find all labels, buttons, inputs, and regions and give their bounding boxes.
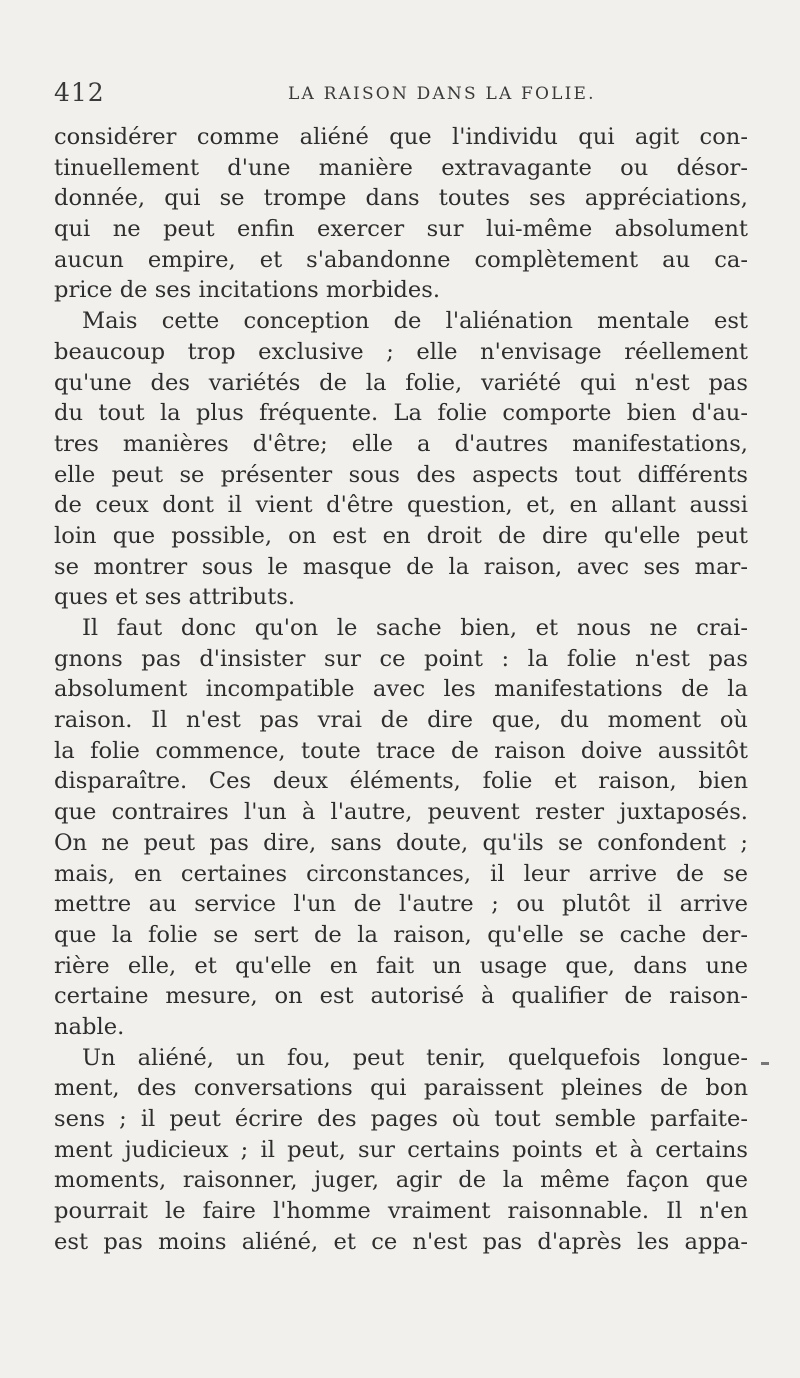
text-line: que contraires l'un à l'autre, peuvent rester juxtaposés. — [54, 799, 748, 826]
text-line: de ceux dont il vient d'être question, et, en allant aussi — [54, 492, 748, 519]
text-line: sens ; il peut écrire des pages où tout semble parfaite- — [54, 1106, 748, 1132]
text-line: qui ne peut enfin exercer sur lui-même absolument — [54, 216, 748, 243]
page-header — [54, 78, 754, 114]
text-line: tinuellement d'une manière extravagante ou désor- — [54, 154, 748, 181]
text-line: ment judicieux ; il peut, sur certains points et à certains — [54, 1136, 748, 1163]
text-line: du tout la plus fréquente. La folie comporte bien d'au- — [54, 400, 748, 427]
text-line: Un aliéné, un fou, peut tenir, quelquefois longue- — [82, 1044, 748, 1071]
text-line: considérer comme aliéné que l'individu qui agit con- — [54, 124, 748, 150]
text-line: donnée, qui se trompe dans toutes ses appréciations, — [54, 185, 748, 212]
text-line: Mais cette conception de l'aliénation mentale est — [82, 308, 748, 335]
text-line: qu'une des variétés de la folie, variété qui n'est pas — [54, 369, 748, 396]
text-line: price de ses incitations morbides. — [54, 277, 441, 304]
text-line: mettre au service l'un de l'autre ; ou plutôt il arrive — [54, 891, 748, 918]
text-line: mais, en certaines circonstances, il leur arrive de se — [54, 860, 748, 887]
text-line: tres manières d'être; elle a d'autres manifestations, — [54, 430, 748, 457]
text-line: On ne peut pas dire, sans doute, qu'ils se confondent ; — [54, 829, 748, 856]
text-line: Il faut donc qu'on le sache bien, et nous ne crai- — [82, 615, 748, 641]
text-line: aucun empire, et s'abandonne complètement au ca- — [54, 246, 748, 273]
text-line: certaine mesure, on est autorisé à qualifier de raison- — [54, 983, 748, 1010]
page-number: 412 — [54, 78, 105, 107]
running-title: LA RAISON DANS LA FOLIE. — [288, 84, 596, 104]
text-line: se montrer sous le masque de la raison, avec ses mar- — [54, 553, 748, 580]
body-text — [54, 122, 748, 1257]
text-line: ment, des conversations qui paraissent pleines de bon — [54, 1075, 748, 1102]
text-line: la folie commence, toute trace de raison doive aussitôt — [54, 737, 748, 764]
text-line: nable. — [54, 1013, 125, 1040]
text-line: disparaître. Ces deux éléments, folie et raison, bien — [54, 768, 748, 795]
text-line: absolument incompatible avec les manifestations de la — [54, 676, 748, 703]
text-line: que la folie se sert de la raison, qu'elle se cache der- — [54, 921, 748, 948]
text-line: elle peut se présenter sous des aspects tout différents — [54, 461, 748, 488]
text-line: loin que possible, on est en droit de dire qu'elle peut — [54, 522, 748, 549]
text-line: gnons pas d'insister sur ce point : la folie n'est pas — [54, 645, 748, 672]
text-line: pourrait le faire l'homme vraiment raisonnable. Il n'en — [54, 1198, 748, 1225]
text-line: ques et ses attributs. — [54, 584, 296, 611]
text-line: moments, raisonner, juger, agir de la même façon que — [54, 1167, 748, 1194]
text-line: raison. Il n'est pas vrai de dire que, du moment où — [54, 707, 748, 734]
text-line: est pas moins aliéné, et ce n'est pas d'après les appa- — [54, 1228, 748, 1255]
text-line: rière elle, et qu'elle en fait un usage que, dans une — [54, 952, 748, 979]
text-line: beaucoup trop exclusive ; elle n'envisage réellement — [54, 338, 748, 365]
margin-mark — [761, 1062, 769, 1065]
